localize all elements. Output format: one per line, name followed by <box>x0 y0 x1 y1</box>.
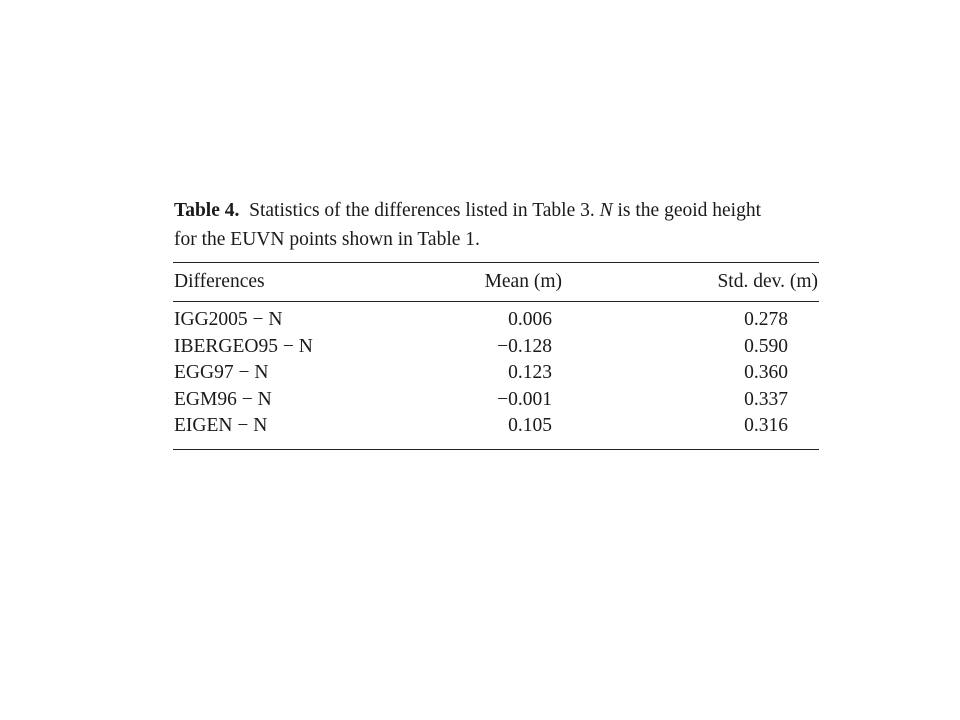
row-mean: 0.105 <box>508 415 552 436</box>
table-row <box>173 307 819 334</box>
table-row <box>173 334 819 361</box>
header-std-dev: Std. dev. (m) <box>717 271 818 292</box>
table-header-row <box>173 263 819 301</box>
table-caption-text-part1: Statistics of the differences listed in Table 3. <box>249 200 600 221</box>
row-std-dev: 0.360 <box>744 362 788 383</box>
row-std-dev: 0.316 <box>744 415 788 436</box>
row-differences: IGG2005 − N <box>174 309 283 330</box>
row-differences: IBERGEO95 − N <box>174 335 313 357</box>
table-body <box>173 302 819 440</box>
table-caption <box>173 196 819 254</box>
table-row <box>173 387 819 414</box>
row-differences: EIGEN − N <box>174 415 268 436</box>
row-std-dev: 0.278 <box>744 309 788 330</box>
header-differences: Differences <box>174 271 265 292</box>
table-row <box>173 360 819 387</box>
row-std-dev: 0.337 <box>744 388 788 410</box>
table-caption-text-line2: for the EUVN points shown in Table 1. <box>174 229 480 250</box>
row-differences: EGM96 − N <box>174 388 272 410</box>
table-row <box>173 413 819 440</box>
table-caption-text-part2: is the geoid height <box>612 200 762 221</box>
table-bottom-rule <box>173 449 819 450</box>
row-mean: 0.123 <box>508 362 552 383</box>
row-mean: −0.128 <box>497 335 552 357</box>
header-mean: Mean (m) <box>484 271 562 292</box>
row-std-dev: 0.590 <box>744 335 788 357</box>
table-4 <box>173 196 819 450</box>
table-caption-n-symbol: N <box>599 200 613 221</box>
row-mean: −0.001 <box>497 388 552 410</box>
row-differences: EGG97 − N <box>174 362 269 383</box>
row-mean: 0.006 <box>508 309 552 330</box>
table-caption-label: Table 4. <box>174 200 240 221</box>
